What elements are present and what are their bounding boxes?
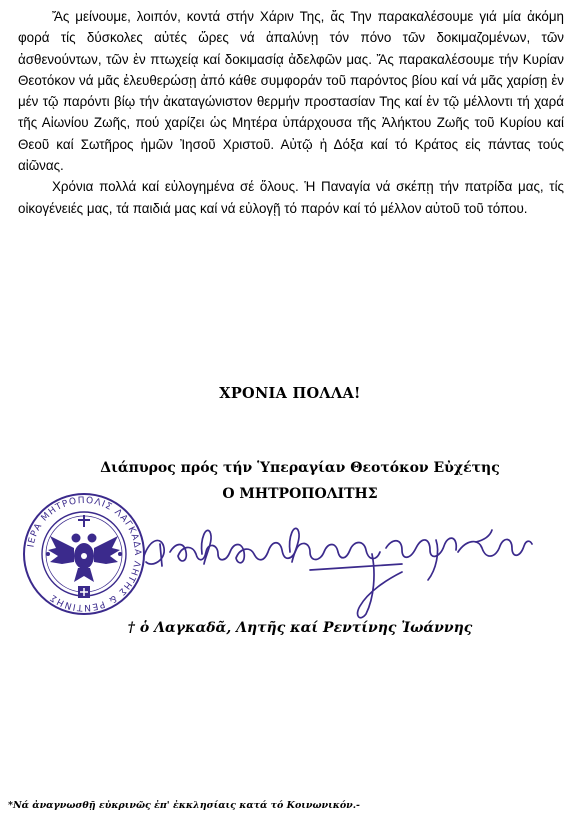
signature-area <box>20 490 540 620</box>
metropolis-seal-icon <box>20 490 148 618</box>
signatory-name: † ὁ Λαγκαδᾶ, Λητῆς καί Ρεντίνης Ἰωάννης <box>127 620 473 636</box>
letter-body <box>18 6 564 219</box>
footnote: *Νά ἀναγνωσθῇ εὐκρινῶς ἐπ' ἐκκλησίαις κατά τό Κοινωνικόν.- <box>8 800 360 811</box>
greeting-heading: ΧΡΟΝΙΑ ΠΟΛΛΑ! <box>219 385 361 402</box>
handwritten-signature-icon <box>140 518 535 623</box>
paragraph-2: Χρόνια πολλά καί εὐλογημένα σέ ὅλους. Ἡ Παναγία νά σκέπῃ τήν πατρίδα μας, τίς οἰκογένειές μας, τά παιδιά μας καί νά εὐλογῇ τό παρόν καί τό μέλλον αὐτοῦ τοῦ τόπου. <box>18 179 564 216</box>
paragraph-1: Ἄς μείνουμε, λοιπόν, κοντά στήν Χάριν Της, ἄς Την παρακαλέσουμε γιά μία ἀκόμη φορά τίς δύσκολες αὐτές ὥρες νά ἀπαλύνῃ τόν πόνο τῶν δοκιμαζομένων, τῶν ἀσθενούντων, τῶν ἐν πτωχείᾳ καί δοκιμασίᾳ ἀδελφῶν μας. Ἄς παρακαλέσουμε τήν Κυρίαν Θεοτόκον νά μᾶς ἐλευθερώσῃ ἀπό κάθε συμφοράν τοῦ παρόντος βίου καί νά μᾶς χαρίσῃ ἐν μέν τῷ παρόντι βίῳ τήν ἀκαταγώνιστον θερμήν προστασίαν Της καί ἐν τῷ μέλλοντι τή χαρά τῆς Αἰωνίου Ζωῆς, πού χαρίζει ὡς Μητέρα ὑπάρχουσα τῆς Ἀλήκτου Ζωῆς τοῦ Κυρίου καί Θεοῦ καί Σωτῆρος ἡμῶν Ἰησοῦ Χριστοῦ. Αὐτῷ ἡ Δόξα καί τό Κράτος εἰς πάντας τούς αἰῶνας. <box>18 9 564 174</box>
seal-inscription: ΙΕΡΑ ΜΗΤΡΟΠΟΛΙΣ ΛΑΓΚΑΔΑ ΛΗΤΗΣ & ΡΕΝΤΙΝΗΣ <box>26 495 143 613</box>
closing-line-2: Ο ΜΗΤΡΟΠΟΛΙΤΗΣ <box>222 486 378 502</box>
closing-line-1: Διάπυρος πρός τήν Ὑπεραγίαν Θεοτόκον Εὐχέτης <box>100 460 500 476</box>
